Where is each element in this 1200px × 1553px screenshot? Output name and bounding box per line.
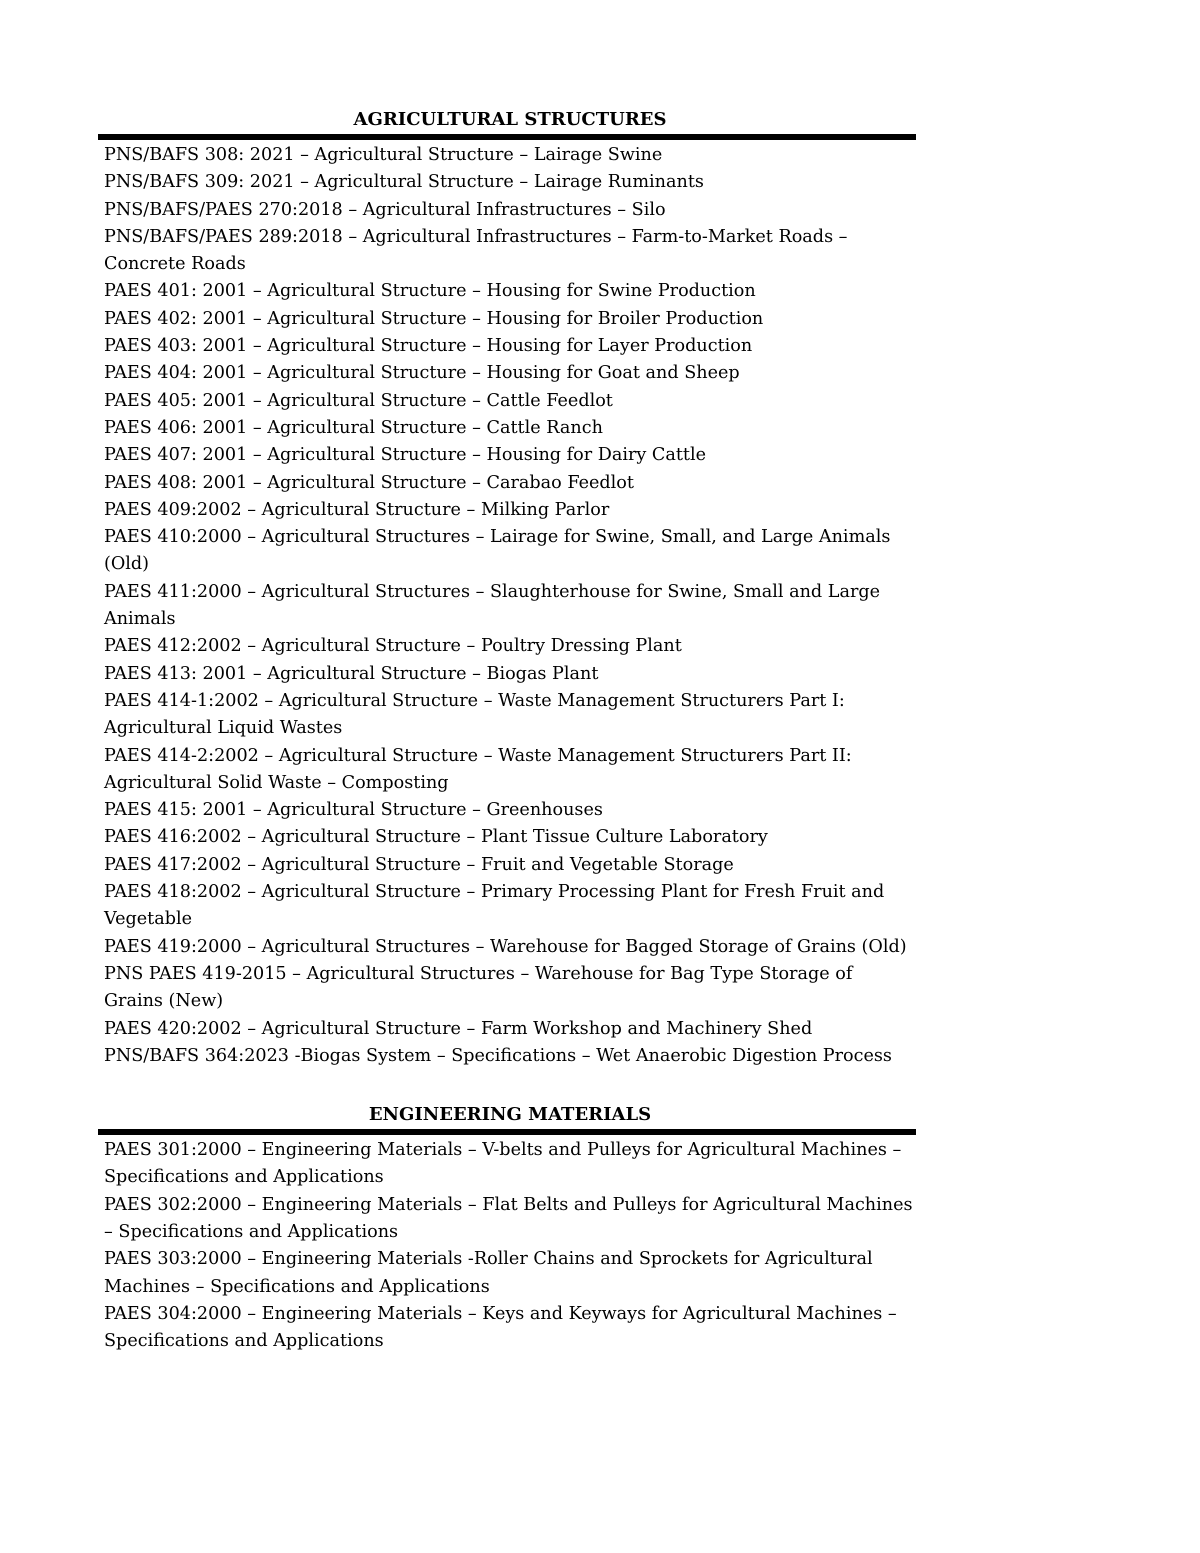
standards-list [104, 142, 916, 1070]
standard-entry: PAES 419:2000 – Agricultural Structures – Warehouse for Bagged Storage of Grains (Old) [104, 936, 907, 957]
document-page [104, 106, 916, 1355]
standard-entry: PNS/BAFS 309: 2021 – Agricultural Structure – Lairage Ruminants [104, 172, 704, 193]
section-divider [98, 134, 916, 140]
section-agricultural-structures [104, 106, 916, 1070]
standard-entry: PNS/BAFS 308: 2021 – Agricultural Structure – Lairage Swine [104, 145, 663, 165]
standard-entry: PAES 404: 2001 – Agricultural Structure – Housing for Goat and Sheep [104, 363, 740, 384]
standard-entry: PAES 302:2000 – Engineering Materials – Flat Belts and Pulleys for Agricultural Machines – Specifications and Applications [104, 1194, 913, 1242]
standard-entry: PAES 403: 2001 – Agricultural Structure – Housing for Layer Production [104, 336, 753, 357]
standard-entry: PAES 409:2002 – Agricultural Structure – Milking Parlor [104, 499, 610, 520]
standard-entry: PAES 304:2000 – Engineering Materials – Keys and Keyways for Agricultural Machines – Specifications and Applications [104, 1303, 897, 1352]
standard-entry: PAES 303:2000 – Engineering Materials -Roller Chains and Sprockets for Agricultural Machines – Specifications and Applications [104, 1249, 873, 1297]
standard-entry: PAES 405: 2001 – Agricultural Structure – Cattle Feedlot [104, 390, 613, 411]
section-spacer [104, 1070, 916, 1101]
standard-entry: PAES 416:2002 – Agricultural Structure – Plant Tissue Culture Laboratory [104, 827, 768, 848]
standard-entry: PAES 402: 2001 – Agricultural Structure – Housing for Broiler Production [104, 308, 764, 329]
standard-entry: PAES 415: 2001 – Agricultural Structure – Greenhouses [104, 800, 603, 821]
standard-entry: PAES 420:2002 – Agricultural Structure – Farm Workshop and Machinery Shed [104, 1018, 813, 1039]
standard-entry: PAES 407: 2001 – Agricultural Structure – Housing for Dairy Cattle [104, 445, 707, 466]
section-engineering-materials [104, 1101, 916, 1355]
section-divider [98, 1129, 916, 1135]
standard-entry: PNS/BAFS 364:2023 -Biogas System – Specifications – Wet Anaerobic Digestion Process [104, 1045, 892, 1066]
standard-entry: PAES 406: 2001 – Agricultural Structure – Cattle Ranch [104, 417, 603, 438]
standard-entry: PAES 401: 2001 – Agricultural Structure – Housing for Swine Production [104, 281, 756, 302]
standard-entry: PNS/BAFS/PAES 289:2018 – Agricultural Infrastructures – Farm-to-Market Roads – Concrete Roads [104, 226, 848, 275]
section-title: ENGINEERING MATERIALS [368, 1104, 652, 1126]
standard-entry: PAES 418:2002 – Agricultural Structure – Primary Processing Plant for Fresh Fruit and Vegetable [104, 882, 885, 930]
standard-entry: PNS/BAFS/PAES 270:2018 – Agricultural Infrastructures – Silo [104, 199, 666, 220]
standard-entry: PAES 414-1:2002 – Agricultural Structure – Waste Management Structurers Part I: Agricultural Liquid Wastes [104, 690, 845, 739]
standard-entry: PAES 417:2002 – Agricultural Structure – Fruit and Vegetable Storage [104, 854, 734, 875]
standard-entry: PAES 410:2000 – Agricultural Structures – Lairage for Swine, Small, and Large Animals (Old) [104, 527, 891, 575]
standard-entry: PAES 412:2002 – Agricultural Structure – Poultry Dressing Plant [104, 636, 682, 657]
standard-entry: PAES 301:2000 – Engineering Materials – V-belts and Pulleys for Agricultural Machines – Specifications and Applications [104, 1140, 902, 1188]
standard-entry: PAES 414-2:2002 – Agricultural Structure – Waste Management Structurers Part II: Agricultural Solid Waste – Composting [104, 745, 852, 793]
standard-entry: PNS PAES 419-2015 – Agricultural Structures – Warehouse for Bag Type Storage of Grains (New) [104, 963, 853, 1012]
standards-list [104, 1137, 916, 1355]
standard-entry: PAES 408: 2001 – Agricultural Structure – Carabao Feedlot [104, 472, 634, 493]
standard-entry: PAES 411:2000 – Agricultural Structures – Slaughterhouse for Swine, Small and Large Animals [104, 581, 881, 630]
standard-entry: PAES 413: 2001 – Agricultural Structure – Biogas Plant [104, 663, 599, 684]
section-title: AGRICULTURAL STRUCTURES [353, 109, 667, 130]
